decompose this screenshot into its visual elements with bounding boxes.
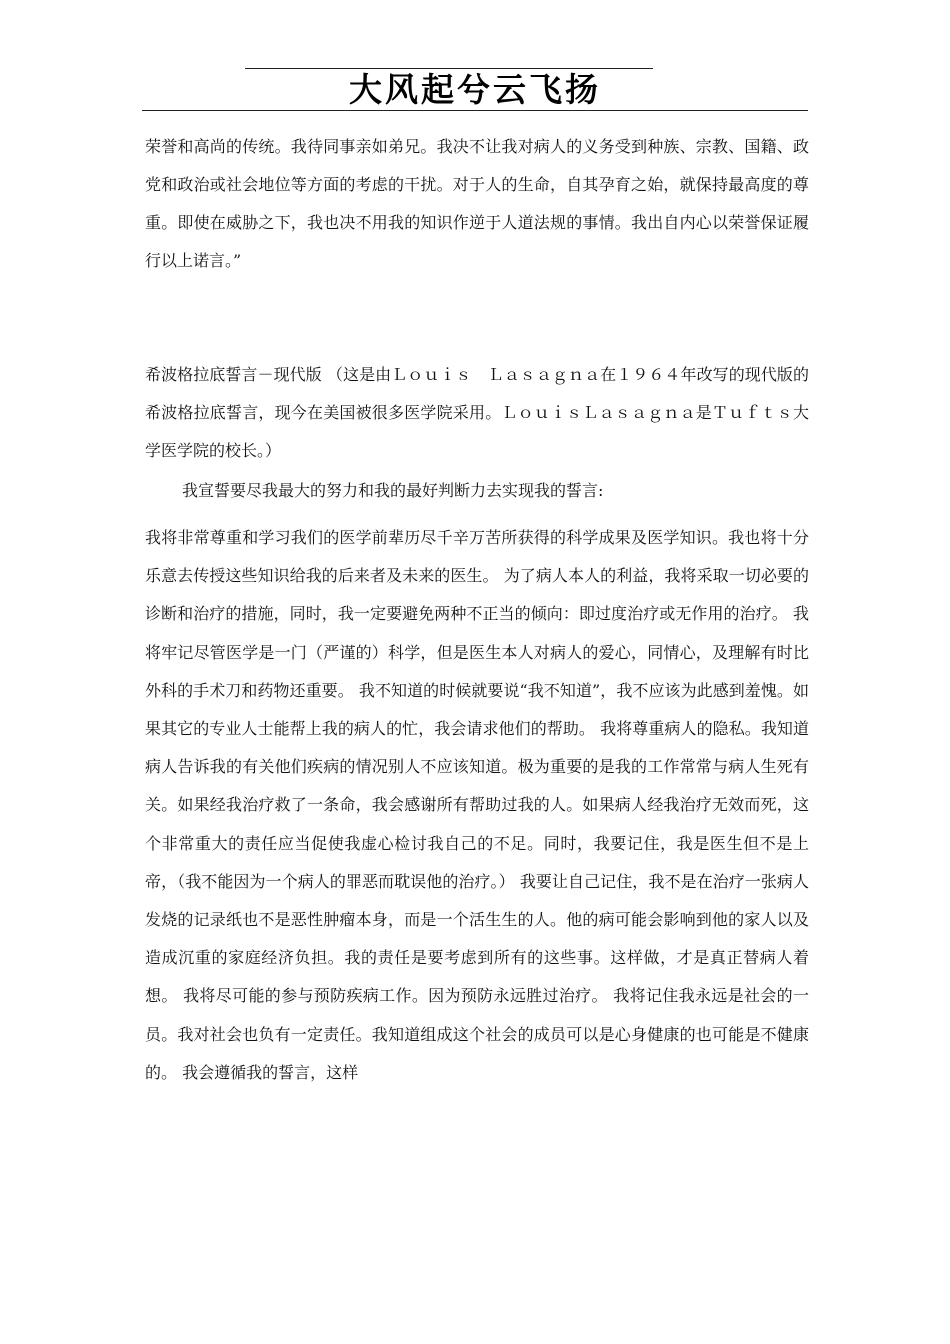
paragraph-spacer — [145, 280, 809, 356]
paragraph-pledge-body: 我将非常尊重和学习我们的医学前辈历尽千辛万苦所获得的科学成果及医学知识。我也将十分乐意去传授这些知识给我的后来者及未来的医生。 为了病人本人的利益，我将采取一切必要的诊断和治疗的措施，同时，我一定要避免两种不正当的倾向：即过度治疗或无作用的治疗。 我将牢记尽管医学是一门（严谨的）科学，但是医生本人对病人的爱心，同情心，及理解有时比外科的手术刀和药物还重要。 我不知道的时候就要说“我不知道”，我不应该为此感到羞愧。如果其它的专业人士能帮上我的病人的忙，我会请求他们的帮助。 我将尊重病人的隐私。我知道病人告诉我的有关他们疾病的情况别人不应该知道。极为重要的是我的工作常常与病人生死有关。如果经我治疗救了一条命，我会感谢所有帮助过我的人。如果病人经我治疗无效而死，这个非常重大的责任应当促使我虚心检讨我自己的不足。同时，我要记住，我是医生但不是上帝，（我不能因为一个病人的罪恶而耽误他的治疗。） 我要让自己记住，我不是在治疗一张病人发烧的记录纸也不是恶性肿瘤本身，而是一个活生生的人。他的病可能会影响到他的家人以及造成沉重的家庭经济负担。我的责任是要考虑到所有的这些事。这样做，才是真正替病人着想。 我将尽可能的参与预防疾病工作。因为预防永远胜过治疗。 我将记住我永远是社会的一员。我对社会也负有一定责任。我知道组成这个社会的成员可以是心身健康的也可能是不健康的。 我会遵循我的誓言，这样 — [145, 528, 809, 1082]
paragraph-pledge-opening: 我宣誓要尽我最大的努力和我的最好判断力去实现我的誓言: — [182, 481, 604, 500]
header-bottom-rule — [142, 110, 808, 111]
header-title: 大风起兮云飞扬 — [349, 70, 601, 109]
document-body — [145, 128, 809, 1092]
paragraph-modern-version-intro: 希波格拉底誓言－现代版 （这是由Ｌｏｕｉｓ Ｌａｓａｇｎａ在１９６４年改写的现代版的希波格拉底誓言，现今在美国被很多医学院采用。ＬｏｕｉｓＬａｓａｇｎａ是Ｔｕｆｔｓ大学医学院的校长。） — [145, 365, 809, 460]
paragraph-oath-ending: 荣誉和高尚的传统。我待同事亲如弟兄。我决不让我对病人的义务受到种族、宗教、国籍、政党和政治或社会地位等方面的考虑的干扰。对于人的生命，自其孕育之始，就保持最高度的尊重。即使在威胁之下，我也决不用我的知识作逆于人道法规的事情。我出自内心以荣誉保证履行以上诺言。” — [145, 137, 809, 270]
